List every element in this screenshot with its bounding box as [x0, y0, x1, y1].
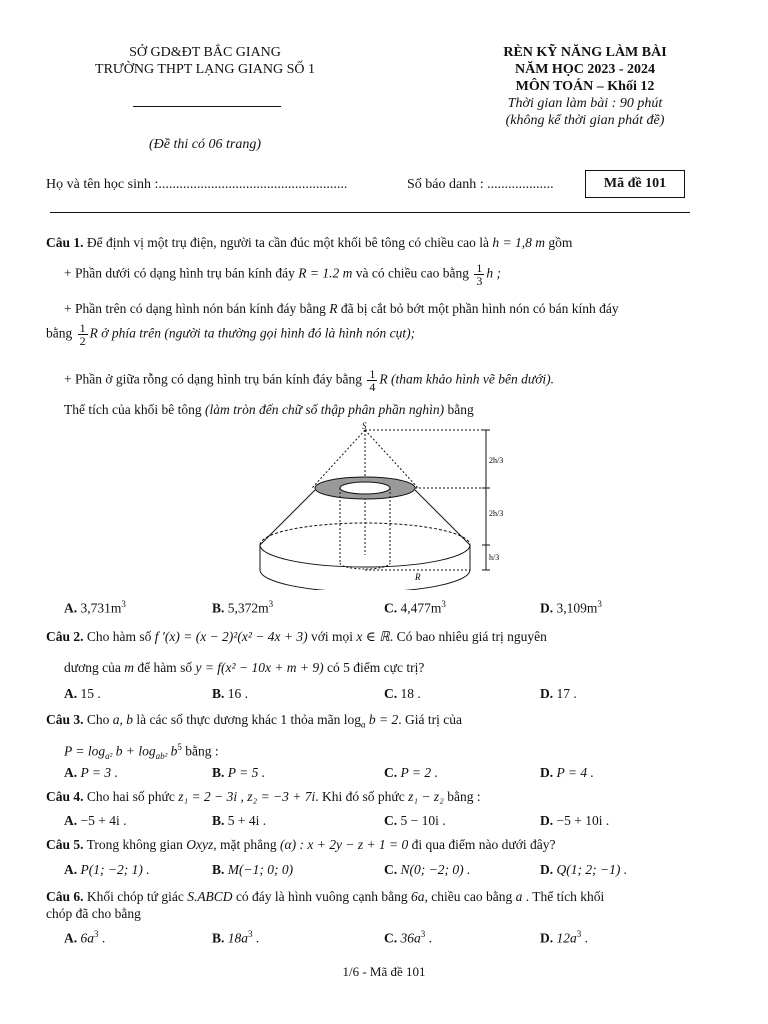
- q5-text-c: đi qua điểm nào dưới đây?: [411, 837, 556, 852]
- q1-line2: [64, 262, 501, 287]
- q1-part2-b: đã bị cắt bỏ bớt một phần hình nón có bán kính đáy: [340, 301, 619, 316]
- q1-fraction-one-half: $\frac{1}{2}$: [79, 321, 86, 348]
- q3-text-b: là các số thực dương khác 1 thỏa mãn: [136, 712, 341, 727]
- q1-line6: [64, 401, 474, 419]
- q1-option-a[interactable]: A. $3,731m^3$: [64, 599, 126, 616]
- q1-part3-c: (tham khảo hình vẽ bên dưới).: [391, 371, 555, 387]
- q5-text-b: , mặt phẳng: [213, 837, 277, 852]
- q1-line3: [64, 300, 619, 318]
- q4-text-a: Cho hai số phức: [86, 789, 175, 804]
- q1-number: Câu 1.: [46, 235, 84, 250]
- q2-text-e: để hàm số: [137, 660, 193, 675]
- q5-option-a[interactable]: A. P(1; −2; 1) .: [64, 862, 150, 877]
- height-label-2: 2h/3: [489, 509, 504, 518]
- q6-number: Câu 6.: [46, 889, 84, 904]
- school-name: TRƯỜNG THPT LẠNG GIANG SỐ 1: [95, 62, 315, 77]
- school-year: NĂM HỌC 2023 - 2024: [515, 62, 655, 77]
- q2-domain: x ∈ ℝ: [356, 629, 390, 644]
- duration: Thời gian làm bài : 90 phút: [507, 96, 663, 111]
- subject: MÔN TOÁN – Khối 12: [515, 79, 655, 94]
- q1-part1: + Phần dưới có dạng hình trụ bán kính đáy: [64, 265, 295, 281]
- q3-option-d[interactable]: D. P = 4 .: [540, 765, 594, 780]
- q1-radius: R = 1.2 m: [298, 265, 353, 281]
- header-left-rule: [133, 106, 281, 107]
- q2-line2: [64, 659, 424, 677]
- q2-option-a[interactable]: A. 15 .: [64, 686, 101, 701]
- page-count-note: (Đề thi có 06 trang): [149, 137, 261, 152]
- q6-option-d-text: 12a: [556, 930, 577, 946]
- q6-text-a: Khối chóp tứ giác: [86, 889, 184, 904]
- q5-plane: (α) : x + 2y − z + 1 = 0: [280, 837, 409, 852]
- q1-part2-e: người ta thường gọi hình đó là hình nón cụt);: [168, 325, 416, 341]
- q3-option-a-text: P = 3 .: [80, 765, 118, 780]
- q3-condition: b = 2: [368, 712, 399, 727]
- q5-option-d-text: Q(1; 2; −1) .: [556, 862, 628, 877]
- q6-option-c[interactable]: C. $36a^3$ .: [384, 929, 432, 946]
- q1-option-c-text: 4,477m: [400, 600, 442, 616]
- q6-text-c: , chiều cao bằng: [424, 889, 513, 904]
- q1-text-end: gồm: [548, 235, 573, 250]
- q3-option-c[interactable]: C. P = 2 .: [384, 765, 438, 780]
- student-id-field: Số báo danh : ...................: [407, 177, 554, 192]
- q6-option-a-text: 6a: [80, 930, 94, 946]
- q2-number: Câu 2.: [46, 629, 84, 644]
- q6-text-b: có đáy là hình vuông cạnh bằng: [235, 889, 408, 904]
- q4-text-c: bằng :: [447, 789, 481, 804]
- q1-part1-b: và có chiều cao bằng: [355, 265, 469, 281]
- duration-note: (không kể thời gian phát đề): [505, 113, 665, 128]
- q1-part3-r: R: [379, 371, 388, 387]
- q1-option-a-text: 3,731m: [80, 600, 122, 616]
- q1-part1-c: h ;: [486, 265, 501, 281]
- q5-option-a-text: P(1; −2; 1) .: [80, 862, 150, 877]
- q1-figure-truncated-cone: [250, 420, 520, 590]
- q3-vars: a, b: [112, 712, 134, 727]
- q3-text-c: . Giá trị của: [398, 712, 462, 727]
- q2-function: y = f(x² − 10x + m + 9): [195, 660, 324, 675]
- q5-number: Câu 5.: [46, 837, 84, 852]
- q1-ask-rounding: (làm tròn đến chữ số thập phân phần nghìn): [204, 402, 445, 417]
- q2-param: m: [124, 660, 134, 675]
- q4-option-b-text: 5 + 4i .: [227, 813, 267, 828]
- q4-number: Câu 4.: [46, 789, 84, 804]
- q3-option-c-text: P = 2 .: [400, 765, 438, 780]
- q1-line5: [64, 368, 554, 393]
- q4-option-d[interactable]: D. −5 + 10i .: [540, 813, 610, 828]
- q6-option-c-text: 36a: [400, 930, 421, 946]
- q2-option-d[interactable]: D. 17 .: [540, 686, 577, 701]
- base-bottom: [260, 570, 470, 590]
- q4-option-a[interactable]: A. −5 + 4i .: [64, 813, 127, 828]
- q5-option-c[interactable]: C. N(0; −2; 0) .: [384, 862, 471, 877]
- q4-text-b: . Khi đó số phức: [315, 789, 405, 804]
- q4-option-a-text: −5 + 4i .: [80, 813, 127, 828]
- q3-number: Câu 3.: [46, 712, 84, 727]
- q1-part2-c: bằng: [46, 325, 73, 341]
- q3-option-d-text: P = 4 .: [556, 765, 594, 780]
- q1-option-d[interactable]: D. $3,109m^3$: [540, 599, 602, 616]
- q5-option-b[interactable]: B. M(−1; 0; 0): [212, 862, 294, 877]
- q4-option-c-text: 5 − 10i .: [400, 813, 446, 828]
- base-top-front: [260, 545, 470, 567]
- q5-option-d[interactable]: D. Q(1; 2; −1) .: [540, 862, 628, 877]
- q3-log: log: [343, 712, 362, 727]
- q1-option-d-text: 3,109m: [556, 600, 598, 616]
- q6-option-b[interactable]: B. $18a^3$ .: [212, 929, 260, 946]
- page-footer: 1/6 - Mã đề 101: [342, 964, 426, 979]
- department-name: SỞ GD&ĐT BẮC GIANG: [129, 45, 281, 60]
- q5-option-c-text: N(0; −2; 0) .: [400, 862, 471, 877]
- q1-height: h = 1,8 m: [492, 235, 545, 250]
- q6-option-d[interactable]: D. $12a^3$ .: [540, 929, 588, 946]
- q2-text-d: dương của: [64, 660, 121, 675]
- q1-ask: Thể tích của khối bê tông: [64, 402, 202, 417]
- q2-line1: [46, 628, 547, 646]
- top-ring-inner: [340, 482, 390, 494]
- q1-ask-end: bằng: [447, 402, 474, 417]
- q5-text-a: Trong không gian: [86, 837, 183, 852]
- q1-part2-d: R ở phía trên (: [89, 325, 169, 341]
- q3-text-d: bằng :: [185, 743, 219, 759]
- q6-text-d: . Thể tích khối: [525, 889, 605, 904]
- q1-line1: [46, 234, 572, 252]
- q3-line2: $P = \log_{a^2} b + \log_{ab^2} b^5$ bằng :: [64, 742, 219, 762]
- q1-part2: + Phần trên có dạng hình nón bán kính đáy bằng: [64, 301, 326, 316]
- q3-option-b[interactable]: B. P = 5 .: [212, 765, 266, 780]
- student-name-field: Họ và tên học sinh :......................................................: [46, 177, 348, 192]
- q3-text-a: Cho: [86, 712, 110, 727]
- q1-part2-r: R: [329, 301, 338, 316]
- q1-fraction-one-quarter: $\frac{1}{4}$: [369, 367, 376, 394]
- exam-title: RÈN KỸ NĂNG LÀM BÀI: [503, 45, 667, 60]
- q2-text-a: Cho hàm số: [86, 629, 152, 644]
- q2-option-a-text: 15 .: [80, 686, 101, 701]
- q1-option-b[interactable]: B. $5,372m^3$: [212, 599, 274, 616]
- q2-option-b[interactable]: B. 16 .: [212, 686, 249, 701]
- radius-label: R: [415, 572, 421, 582]
- q6-line1: [46, 888, 604, 906]
- q6-line2: chóp đã cho bằng: [46, 906, 141, 921]
- q3-line1: Câu 3. Cho a, b là các số thực dương khác 1 thỏa mãn $\log_a b = 2$. Giá trị của: [46, 712, 462, 730]
- q2-option-b-text: 16 .: [227, 686, 249, 701]
- q4-option-b[interactable]: B. 5 + 4i .: [212, 813, 267, 828]
- height-label-1: 2h/3: [489, 456, 504, 465]
- q1-line4: [46, 322, 415, 347]
- q2-option-c[interactable]: C. 18 .: [384, 686, 421, 701]
- q1-part3: + Phần ở giữa rỗng có dạng hình trụ bán kính đáy bằng: [64, 371, 363, 387]
- q2-option-c-text: 18 .: [400, 686, 421, 701]
- q3-expr-c: b: [170, 743, 178, 759]
- q2-derivative: f ′(x) = (x − 2)²(x² − 4x + 3): [154, 629, 308, 644]
- hole-bottom: [340, 563, 390, 569]
- cone-side-right: [415, 490, 470, 545]
- q5-space: Oxyz: [186, 837, 214, 852]
- q6-pyramid: S.ABCD: [187, 889, 233, 904]
- q1-fraction-one-third: $\frac{1}{3}$: [476, 261, 483, 288]
- q2-text-c: . Có bao nhiêu giá trị nguyên: [389, 629, 547, 644]
- q6-side: 6a: [411, 889, 425, 904]
- height-label-3: h/3: [489, 553, 500, 562]
- q3-expr-b: b + log: [115, 743, 156, 759]
- header-divider: [50, 212, 690, 213]
- q2-option-d-text: 17 .: [556, 686, 577, 701]
- q6-option-a[interactable]: A. $6a^3$ .: [64, 929, 106, 946]
- q3-option-b-text: P = 5 .: [227, 765, 266, 780]
- q1-option-c[interactable]: C. $4,477m^3$: [384, 599, 446, 616]
- q1-option-b-text: 5,372m: [227, 600, 269, 616]
- q6-height: a: [515, 889, 523, 904]
- header-right: [440, 44, 730, 129]
- q4-numbers: z₁ = 2 − 3i , z₂ = −3 + 7i: [178, 789, 316, 804]
- q3-option-a[interactable]: A. P = 3 .: [64, 765, 118, 780]
- q4-line1: [46, 788, 481, 806]
- q3-expr-a: P = log: [64, 743, 106, 759]
- header-left: [40, 44, 370, 78]
- exam-code-box: Mã đề 101: [585, 170, 685, 198]
- q4-option-c[interactable]: C. 5 − 10i .: [384, 813, 446, 828]
- q4-option-d-text: −5 + 10i .: [556, 813, 610, 828]
- q4-diff: z₁ − z₂: [408, 789, 444, 804]
- q2-text-b: với mọi: [310, 629, 353, 644]
- q2-text-f: có 5 điểm cực trị?: [327, 660, 425, 675]
- q6-option-b-text: 18a: [227, 930, 249, 946]
- q1-text: Để định vị một trụ điện, người ta cần đúc một khối bê tông có chiều cao là: [86, 235, 489, 250]
- q5-option-b-text: M(−1; 0; 0): [227, 862, 294, 877]
- apex-label: S: [362, 421, 367, 431]
- q5-line1: [46, 836, 555, 854]
